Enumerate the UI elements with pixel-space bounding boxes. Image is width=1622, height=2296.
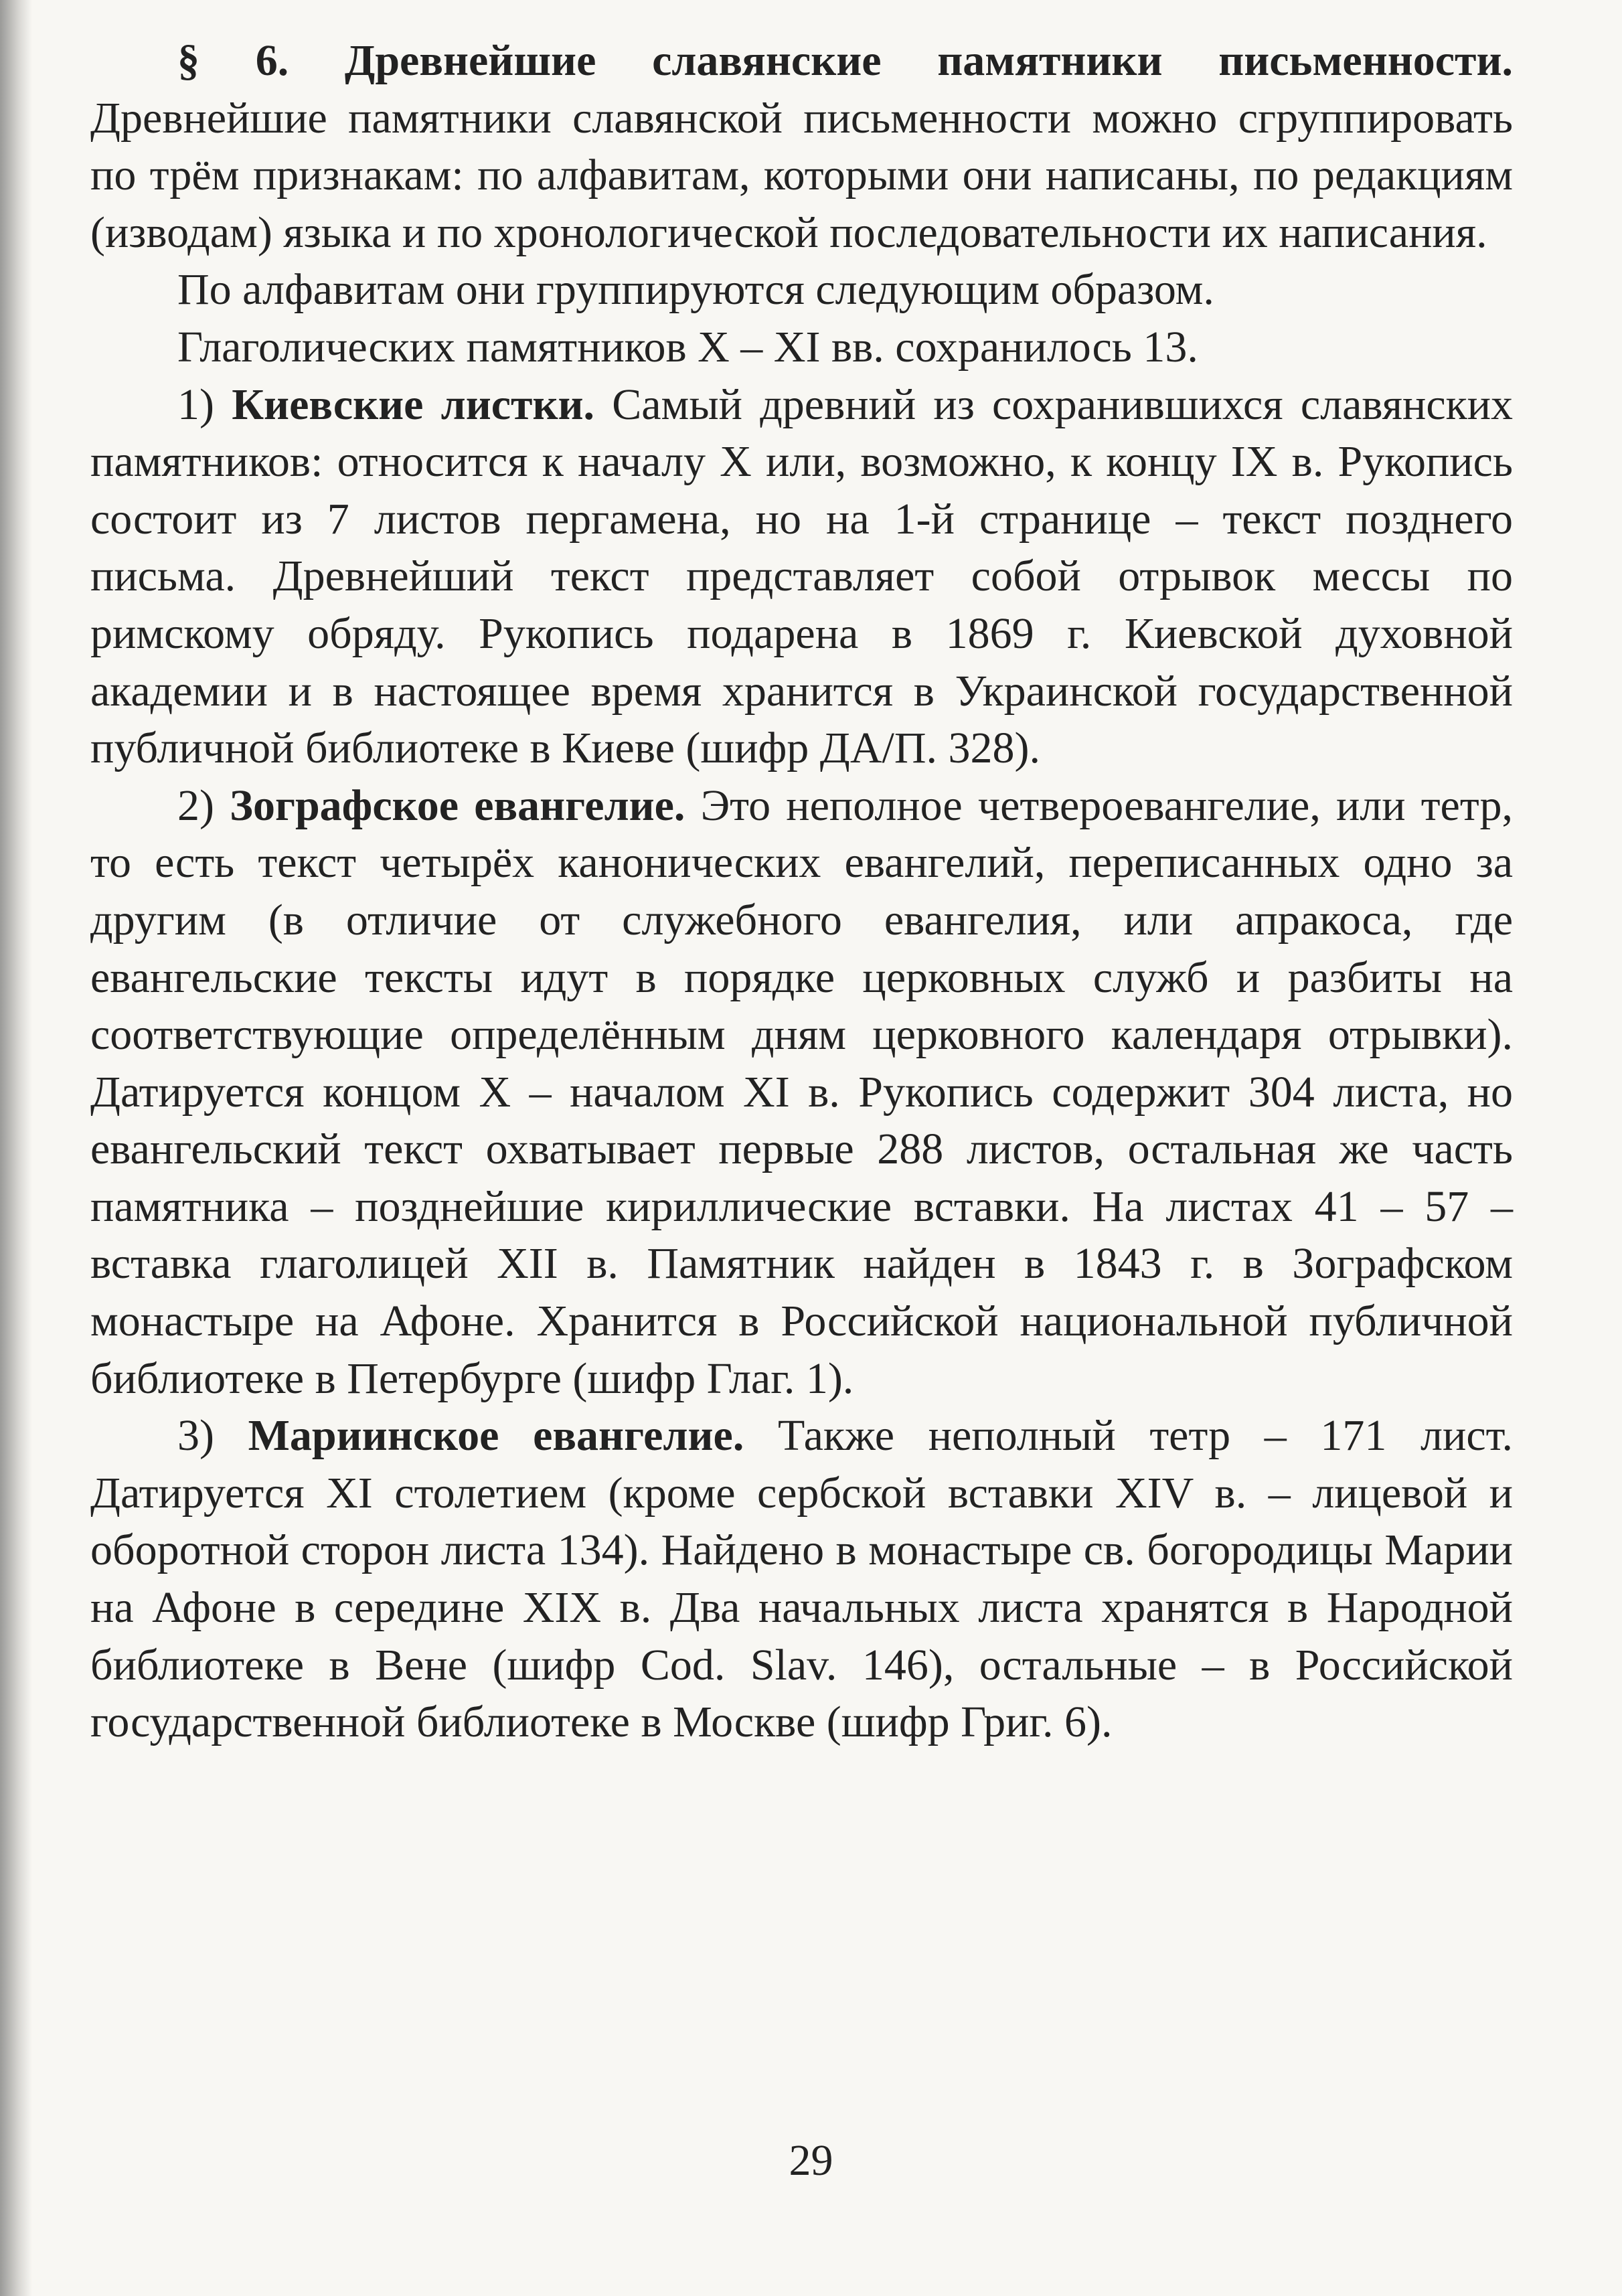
item-number: 3) bbox=[177, 1411, 214, 1461]
list-item-mariinsky-gospel bbox=[90, 1407, 1513, 1751]
section-heading: § 6. Древнейшие славянские памятники письменности. bbox=[177, 36, 1513, 85]
page-text bbox=[90, 32, 1513, 1751]
section-intro: Древнейшие памятники славянской письменности можно сгруппировать по трём признакам: по алфавитам, которыми они написаны, по редакциям (изводам) языка и по хронологической последовательности их написания. bbox=[90, 93, 1513, 257]
item-title: Зографское евангелие. bbox=[230, 781, 685, 830]
item-title: Мариинское евангелие. bbox=[248, 1411, 744, 1461]
list-item-kiev-leaflets bbox=[90, 376, 1513, 777]
item-text: Самый древний из сохранившихся славянских памятников: относится к началу X или, возможно, к концу IX в. Рукопись состоит из 7 листов пергамена, но на 1-й странице – текст позднего письма. Древнейший текст представляет собой отрывок мессы по римскому обряду. Рукопись подарена в 1869 г. Киевской духовной академии и в настоящее время хранится в Украинской государственной публичной библиотеке в Киеве (шифр ДА/П. 328). bbox=[90, 380, 1514, 773]
item-text: Также неполный тетр – 171 лист. Датируется XI столетием (кроме сербской вставки XIV в. – лицевой и оборотной сторон листа 134). Найдено в монастыре св. богородицы Марии на Афоне в середине XIX в. Два начальных листа хранятся в Народной библиотеке в Вене (шифр Cod. Slav. 146), остальные – в Российской государственной библиотеке в Москве (шифр Григ. 6). bbox=[90, 1411, 1513, 1747]
item-number: 2) bbox=[177, 781, 214, 830]
glagolitic-count-paragraph: Глаголических памятников X – XI вв. сохранилось 13. bbox=[177, 322, 1198, 372]
list-item-zograf-gospel bbox=[90, 777, 1513, 1408]
binding-shadow bbox=[0, 0, 32, 2296]
alphabet-grouping-paragraph: По алфавитам они группируются следующим образом. bbox=[177, 265, 1214, 315]
item-title: Киевские листки. bbox=[232, 380, 595, 429]
page-number: 29 bbox=[789, 2136, 833, 2185]
item-number: 1) bbox=[177, 380, 214, 429]
section-paragraph bbox=[90, 32, 1513, 261]
item-text: Это неполное четвероевангелие, или тетр, то есть текст четырёх канонических евангелий, переписанных одно за другим (в отличие от служебного евангелия, или апракоса, где евангельские тексты идут в порядке церковных служб и разбиты на соответствующие определённым дням церковного календаря отрывки). Датируется концом X – началом XI в. Рукопись содержит 304 листа, но евангельский текст охватывает первые 288 листов, остальная же часть памятника – позднейшие кириллические вставки. На листах 41 – 57 – вставка глаголицей XII в. Памятник найден в 1843 г. в Зографском монастыре на Афоне. Хранится в Российской национальной публичной библиотеке в Петербурге (шифр Глаг. 1). bbox=[90, 781, 1513, 1403]
